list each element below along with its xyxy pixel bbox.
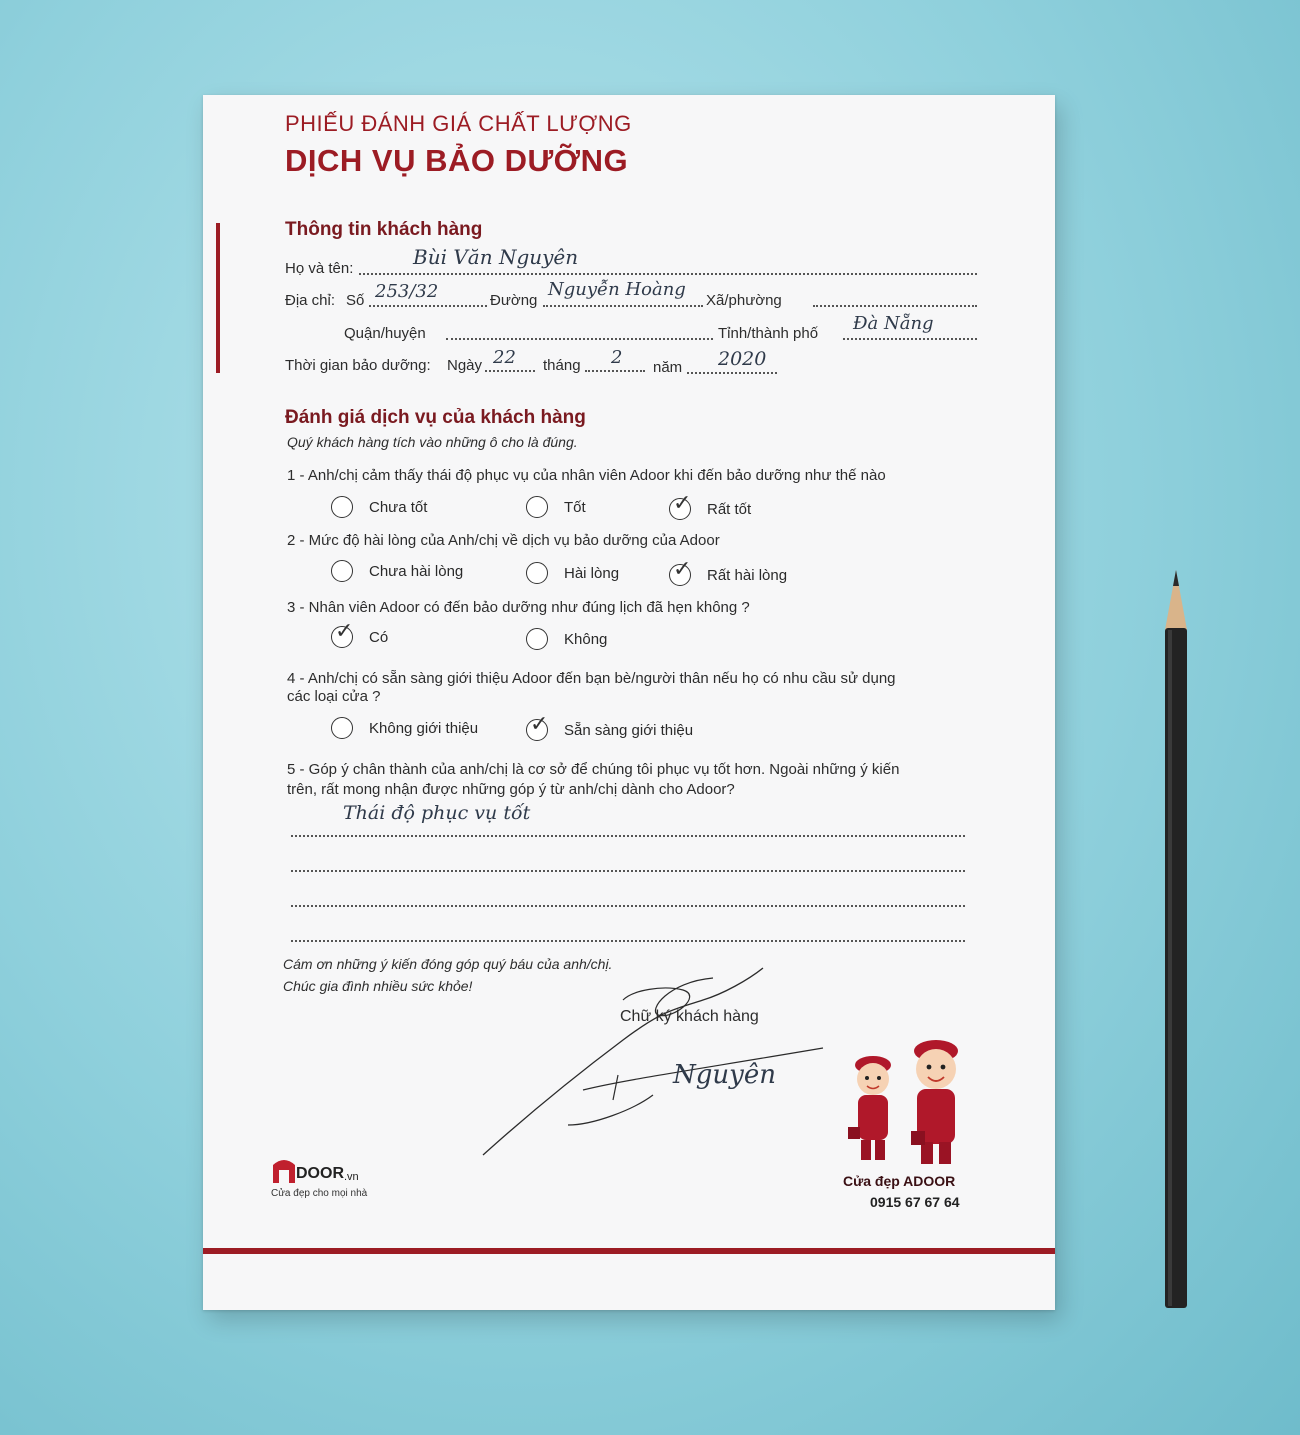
year-value[interactable]: 2020 (718, 348, 767, 370)
city-line (843, 338, 977, 340)
company-phone: 0915 67 67 64 (870, 1194, 960, 1210)
street-line (543, 305, 703, 307)
footer-accent-bar (203, 1248, 1055, 1254)
name-value[interactable]: Bùi Văn Nguyên (413, 245, 579, 269)
logo-tagline: Cửa đẹp cho mọi nhà (271, 1188, 368, 1199)
q2-option-hai-long[interactable] (526, 562, 619, 584)
q2-option-chua-hai-long[interactable] (331, 560, 463, 582)
q1-option-rat-tot[interactable] (669, 491, 752, 520)
month-label: tháng (543, 357, 581, 374)
radio-circle-checked[interactable] (669, 491, 692, 520)
answer-line-3[interactable] (291, 905, 965, 907)
question-5-line2: trên, rất mong nhận được những góp ý từ anh/chị dành cho Adoor? (287, 781, 735, 798)
answer-line-2[interactable] (291, 870, 965, 872)
radio-circle-checked[interactable] (669, 557, 692, 586)
mascot-workers-illustration (843, 1035, 973, 1170)
company-name: Cửa đẹp ADOOR (843, 1173, 956, 1189)
q3-option-co[interactable] (331, 619, 389, 648)
logo-text: DOOR (296, 1165, 344, 1182)
option-label: Có (369, 628, 389, 646)
question-4-line1: 4 - Anh/chị có sẵn sàng giới thiệu Adoor đến bạn bè/người thân nếu họ có nhu cầu sử dụng (287, 670, 896, 687)
radio-circle[interactable] (526, 496, 548, 518)
signature-name: Nguyên (673, 1060, 776, 1090)
option-label: Chưa hài lòng (369, 562, 464, 580)
q2-option-rat-hai-long[interactable] (669, 557, 788, 586)
option-label: Không (564, 630, 608, 648)
day-label: Ngày (447, 357, 483, 374)
check-mark-icon: ✓ (673, 557, 692, 582)
radio-circle[interactable] (331, 560, 353, 582)
adoor-logo (273, 1157, 359, 1183)
signature-scrawl[interactable] (473, 960, 833, 1170)
ward-label: Xã/phường (706, 292, 782, 309)
radio-circle[interactable] (526, 562, 548, 584)
pencil-icon (1158, 568, 1198, 1313)
check-mark-icon: ✓ (335, 619, 354, 644)
year-line (687, 372, 777, 374)
name-line (359, 273, 977, 275)
section-accent-bar (216, 223, 220, 373)
city-label: Tỉnh/thành phố (718, 325, 819, 342)
form-paper (203, 95, 1055, 1310)
thanks-line-2: Chúc gia đình nhiều sức khỏe! (283, 978, 473, 994)
radio-circle[interactable] (331, 717, 353, 739)
check-mark-icon: ✓ (530, 712, 549, 737)
option-label: Tốt (564, 498, 586, 516)
logo-suffix: .vn (344, 1171, 359, 1183)
name-label: Họ và tên: (285, 260, 354, 277)
adoor-logo-icon (273, 1157, 295, 1183)
month-line (585, 370, 645, 372)
eval-section-heading: Đánh giá dịch vụ của khách hàng (285, 407, 586, 428)
year-label: năm (653, 359, 683, 376)
q4-option-khong-gioi-thieu[interactable] (331, 717, 478, 739)
district-line (446, 338, 713, 340)
form-subtitle: PHIẾU ĐÁNH GIÁ CHẤT LƯỢNG (285, 111, 632, 136)
q1-option-tot[interactable] (526, 496, 586, 518)
answer-line-4[interactable] (291, 940, 965, 942)
address-label: Địa chỉ: (285, 292, 336, 309)
answer-line-1[interactable] (291, 835, 965, 837)
option-label: Rất tốt (707, 500, 752, 518)
street-label: Đường (490, 292, 538, 309)
so-line (369, 305, 487, 307)
day-line (485, 370, 535, 372)
month-value[interactable]: 2 (611, 347, 623, 368)
question-5-line1: 5 - Góp ý chân thành của anh/chị là cơ sở để chúng tôi phục vụ tốt hơn. Ngoài những ý kiến (287, 761, 900, 778)
time-label: Thời gian bảo dưỡng: (285, 357, 431, 374)
thanks-line-1: Cám ơn những ý kiến đóng góp quý báu của anh/chị. (283, 956, 613, 972)
street-value[interactable]: Nguyễn Hoàng (548, 279, 686, 300)
radio-circle[interactable] (526, 628, 548, 650)
question-2: 2 - Mức độ hài lòng của Anh/chị về dịch vụ bảo dưỡng của Adoor (287, 532, 720, 549)
signature-label: Chữ ký khách hàng (620, 1008, 759, 1025)
option-label: Hài lòng (564, 564, 620, 582)
q3-option-khong[interactable] (526, 628, 607, 650)
option-label: Không giới thiệu (369, 719, 479, 737)
question-4-line2: các loại cửa ? (287, 688, 381, 705)
form-title: DỊCH VỤ BẢO DƯỠNG (285, 143, 629, 178)
radio-circle[interactable] (331, 496, 353, 518)
q4-option-san-sang-gioi-thieu[interactable] (526, 712, 694, 741)
q5-answer[interactable]: Thái độ phục vụ tốt (343, 802, 531, 824)
eval-instruction: Quý khách hàng tích vào những ô cho là đúng. (287, 434, 578, 450)
question-3: 3 - Nhân viên Adoor có đến bảo dưỡng như đúng lịch đã hẹn không ? (287, 599, 750, 616)
question-1: 1 - Anh/chị cảm thấy thái độ phục vụ của nhân viên Adoor khi đến bảo dưỡng như thế nào (287, 467, 886, 484)
q1-option-chua-tot[interactable] (331, 496, 427, 518)
so-label: Số (346, 292, 365, 309)
option-label: Sẵn sàng giới thiệu (564, 721, 694, 739)
customer-section-heading: Thông tin khách hàng (285, 219, 483, 240)
check-mark-icon: ✓ (673, 491, 692, 516)
option-label: Rất hài lòng (707, 566, 788, 584)
so-value[interactable]: 253/32 (375, 281, 439, 302)
radio-circle-checked[interactable] (526, 712, 549, 741)
radio-circle-checked[interactable] (331, 619, 354, 648)
district-label: Quận/huyện (344, 325, 426, 342)
city-value[interactable]: Đà Nẵng (853, 313, 934, 334)
ward-line (813, 305, 977, 307)
option-label: Chưa tốt (369, 498, 428, 516)
day-value[interactable]: 22 (493, 347, 516, 368)
